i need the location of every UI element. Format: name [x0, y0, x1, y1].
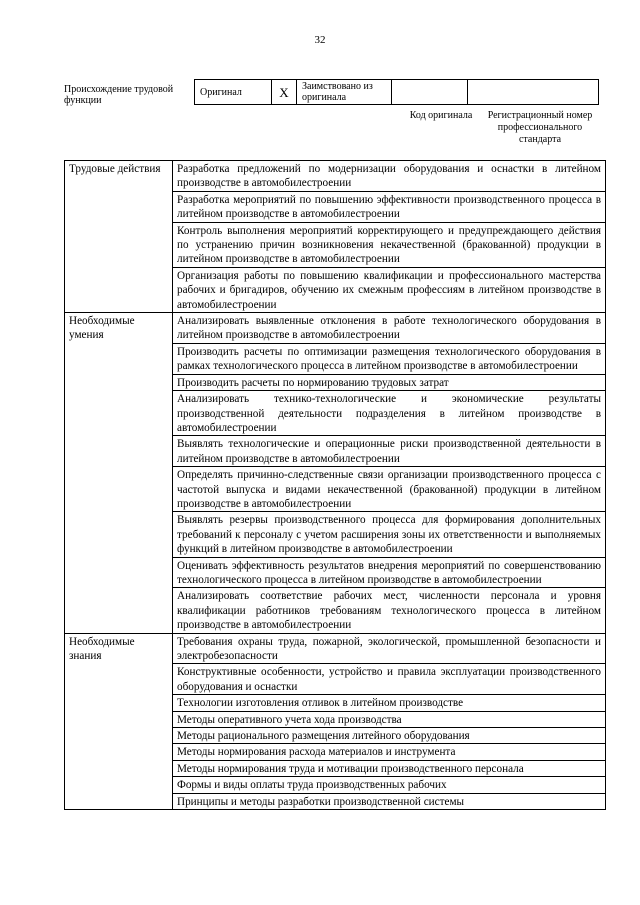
list-item: Анализировать соответствие рабочих мест, численности персонала и уровня квалификации работников требованиям технологического процесса в литейном производстве в автомобилестроении [173, 588, 606, 633]
original-mark: X [272, 80, 297, 105]
list-item: Разработка мероприятий по повышению эффективности производственного процесса в литейном производстве в автомобилестроении [173, 191, 606, 222]
origin-table [194, 79, 599, 105]
origin-label: Происхождение трудовой функции [64, 84, 174, 106]
page-number: 32 [314, 34, 326, 46]
list-item: Выявлять резервы производственного процесса для формирования дополнительных требований к персоналу с учетом расширения зоны их ответственности и выполняемых функций в литейном производстве в автомобилестроении [173, 512, 606, 557]
list-item: Организация работы по повышению квалификации и профессионального мастерства рабочих и бригадиров, обучению их смежным профессиям в литейном производстве в автомобилестроении [173, 267, 606, 312]
table-row [65, 633, 606, 664]
list-item: Анализировать технико-технологические и экономические результаты производственной деятельности подразделения в литейном производстве в автомобилестроении [173, 391, 606, 436]
list-item: Формы и виды оплаты труда производственных рабочих [173, 777, 606, 793]
table-row [65, 313, 606, 344]
list-item: Разработка предложений по модернизации оборудования и оснастки в литейном производстве в автомобилестроении [173, 161, 606, 192]
function-table [64, 160, 606, 810]
list-item: Контроль выполнения мероприятий корректирующего и предупреждающего действия по устранению причин возникновения некачественной (бракованной) продукции в литейном производстве в автомобилестроении [173, 222, 606, 267]
section-labor-actions: Трудовые действия [65, 161, 173, 313]
code-cell [392, 80, 468, 105]
list-item: Технологии изготовления отливок в литейном производстве [173, 695, 606, 711]
list-item: Анализировать выявленные отклонения в работе технологического оборудования в литейном производстве в автомобилестроении [173, 313, 606, 344]
list-item: Производить расчеты по оптимизации размещения технологического оборудования в рамках технологического процесса в литейном производстве в автомобилестроении [173, 343, 606, 374]
section-required-skills: Необходимые умения [65, 313, 173, 634]
table-row [65, 161, 606, 192]
list-item: Методы рационального размещения литейного оборудования [173, 728, 606, 744]
original-cell: Оригинал [195, 80, 272, 105]
list-item: Методы нормирования труда и мотивации производственного персонала [173, 760, 606, 776]
list-item: Методы нормирования расхода материалов и инструмента [173, 744, 606, 760]
list-item: Принципы и методы разработки производственной системы [173, 793, 606, 809]
list-item: Выявлять технологические и операционные риски производственной деятельности в литейном производстве в автомобилестроении [173, 436, 606, 467]
list-item: Методы оперативного учета хода производства [173, 711, 606, 727]
list-item: Конструктивные особенности, устройство и правила эксплуатации производственного оборудования и оснастки [173, 664, 606, 695]
borrowed-cell: Заимствовано из оригинала [297, 80, 392, 105]
list-item: Требования охраны труда, пожарной, экологической, промышленной безопасности и электробезопасности [173, 633, 606, 664]
list-item: Определять причинно-следственные связи организации производственного процесса с частотой выпуска и видами некачественной (бракованной) продукции в литейном производстве в автомобилестроении [173, 467, 606, 512]
section-required-knowledge: Необходимые знания [65, 633, 173, 809]
registration-number-caption: Регистрационный номер профессионального стандарта [487, 110, 593, 145]
registration-number-cell [468, 80, 599, 105]
list-item: Оценивать эффективность результатов внедрения мероприятий по совершенствованию технологического процесса в литейном производстве в автомобилестроении [173, 557, 606, 588]
list-item: Производить расчеты по нормированию трудовых затрат [173, 374, 606, 390]
code-caption: Код оригинала [409, 110, 473, 121]
